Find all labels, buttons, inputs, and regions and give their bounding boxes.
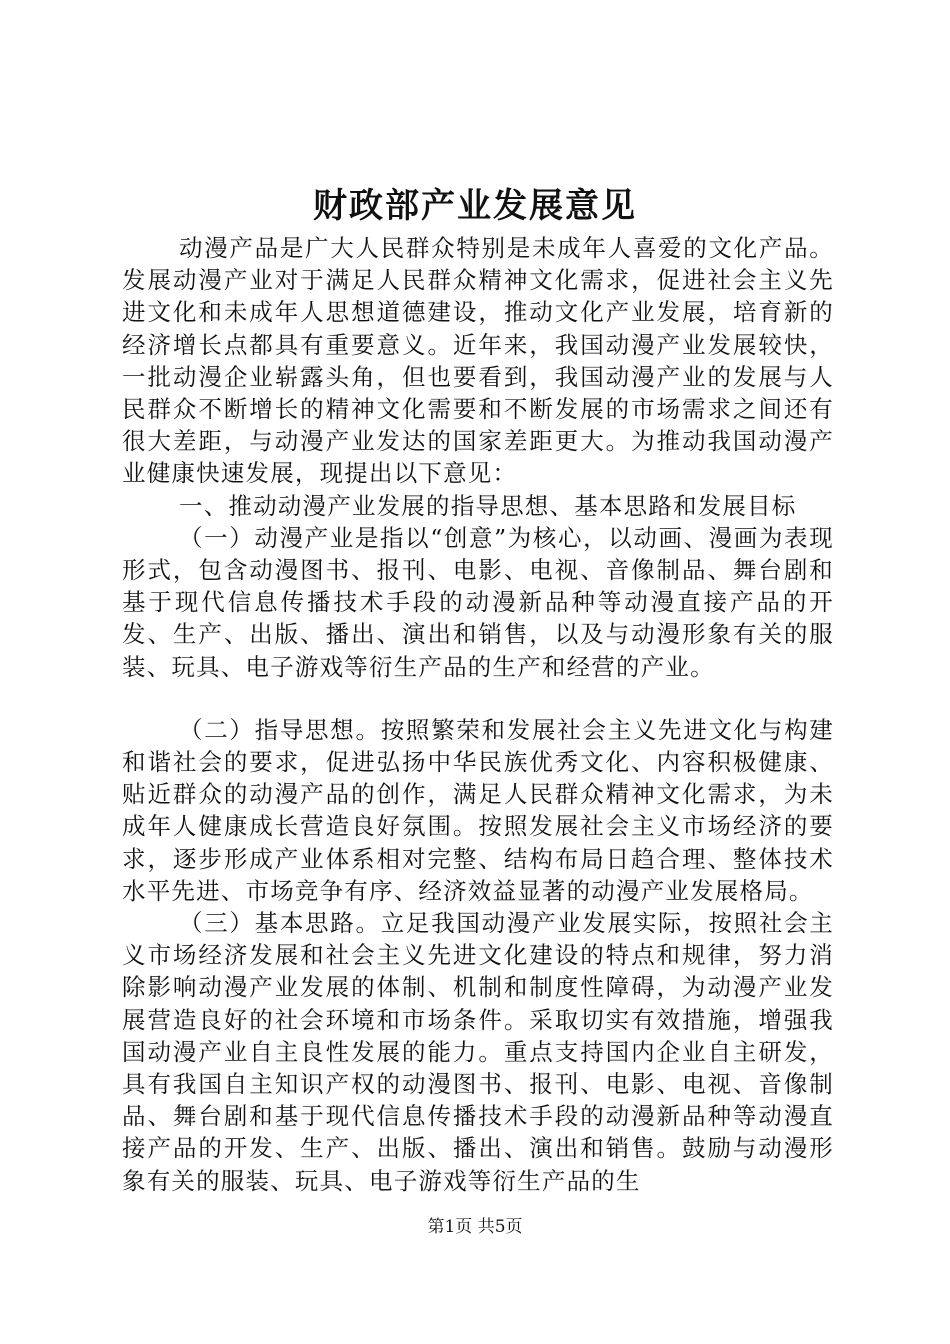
page-footer: 第1页 共5页: [427, 1217, 523, 1237]
document-body: [122, 232, 834, 1197]
intro-paragraph: 动漫产品是广大人民群众特别是未成年人喜爱的文化产品。发展动漫产业对于满足人民群众精神文化需求，促进社会主义先进文化和未成年人思想道德建设，推动文化产业发展，培育新的经济增长点都具有重要意义。近年来，我国动漫产业发展较快，一批动漫企业崭露头角，但也要看到，我国动漫产业的发展与人民群众不断增长的精神文化需要和不断发展的市场需求之间还有很大差距，与动漫产业发达的国家差距更大。为推动我国动漫产业健康快速发展，现提出以下意见：: [122, 234, 834, 488]
paragraph-item-2: （二）指导思想。按照繁荣和发展社会主义先进文化与构建和谐社会的要求，促进弘扬中华民族优秀文化、内容积极健康、贴近群众的动漫产品的创作，满足人民群众精神文化需求，为未成年人健康成长营造良好氛围。按照发展社会主义市场经济的要求，逐步形成产业体系相对完整、结构布局日趋合理、整体技术水平先进、市场竞争有序、经济效益显著的动漫产业发展格局。: [122, 715, 834, 905]
paragraph-spacer: [122, 683, 834, 714]
document-title: 财政部产业发展意见: [313, 186, 637, 226]
paragraph-item-3: （三）基本思路。立足我国动漫产业发展实际，按照社会主义市场经济发展和社会主义先进文化建设的特点和规律，努力消除影响动漫产业发展的体制、机制和制度性障碍，为动漫产业发展营造良好的社会环境和市场条件。采取切实有效措施，增强我国动漫产业自主良性发展的能力。重点支持国内企业自主研发，具有我国自主知识产权的动漫图书、报刊、电影、电视、音像制品、舞台剧和基于现代信息传播技术手段的动漫新品种等动漫直接产品的开发、生产、出版、播出、演出和销售。鼓励与动漫形象有关的服装、玩具、电子游戏等衍生产品的生: [122, 909, 834, 1195]
section-heading: 一、推动动漫产业发展的指导思想、基本思路和发展目标: [179, 491, 797, 520]
paragraph-item-1: （一）动漫产业是指以“创意”为核心，以动画、漫画为表现形式，包含动漫图书、报刊、电影、电视、音像制品、舞台剧和基于现代信息传播技术手段的动漫新品种等动漫直接产品的开发、生产、出版、播出、演出和销售，以及与动漫形象有关的服装、玩具、电子游戏等衍生产品的生产和经营的产业。: [122, 523, 834, 681]
